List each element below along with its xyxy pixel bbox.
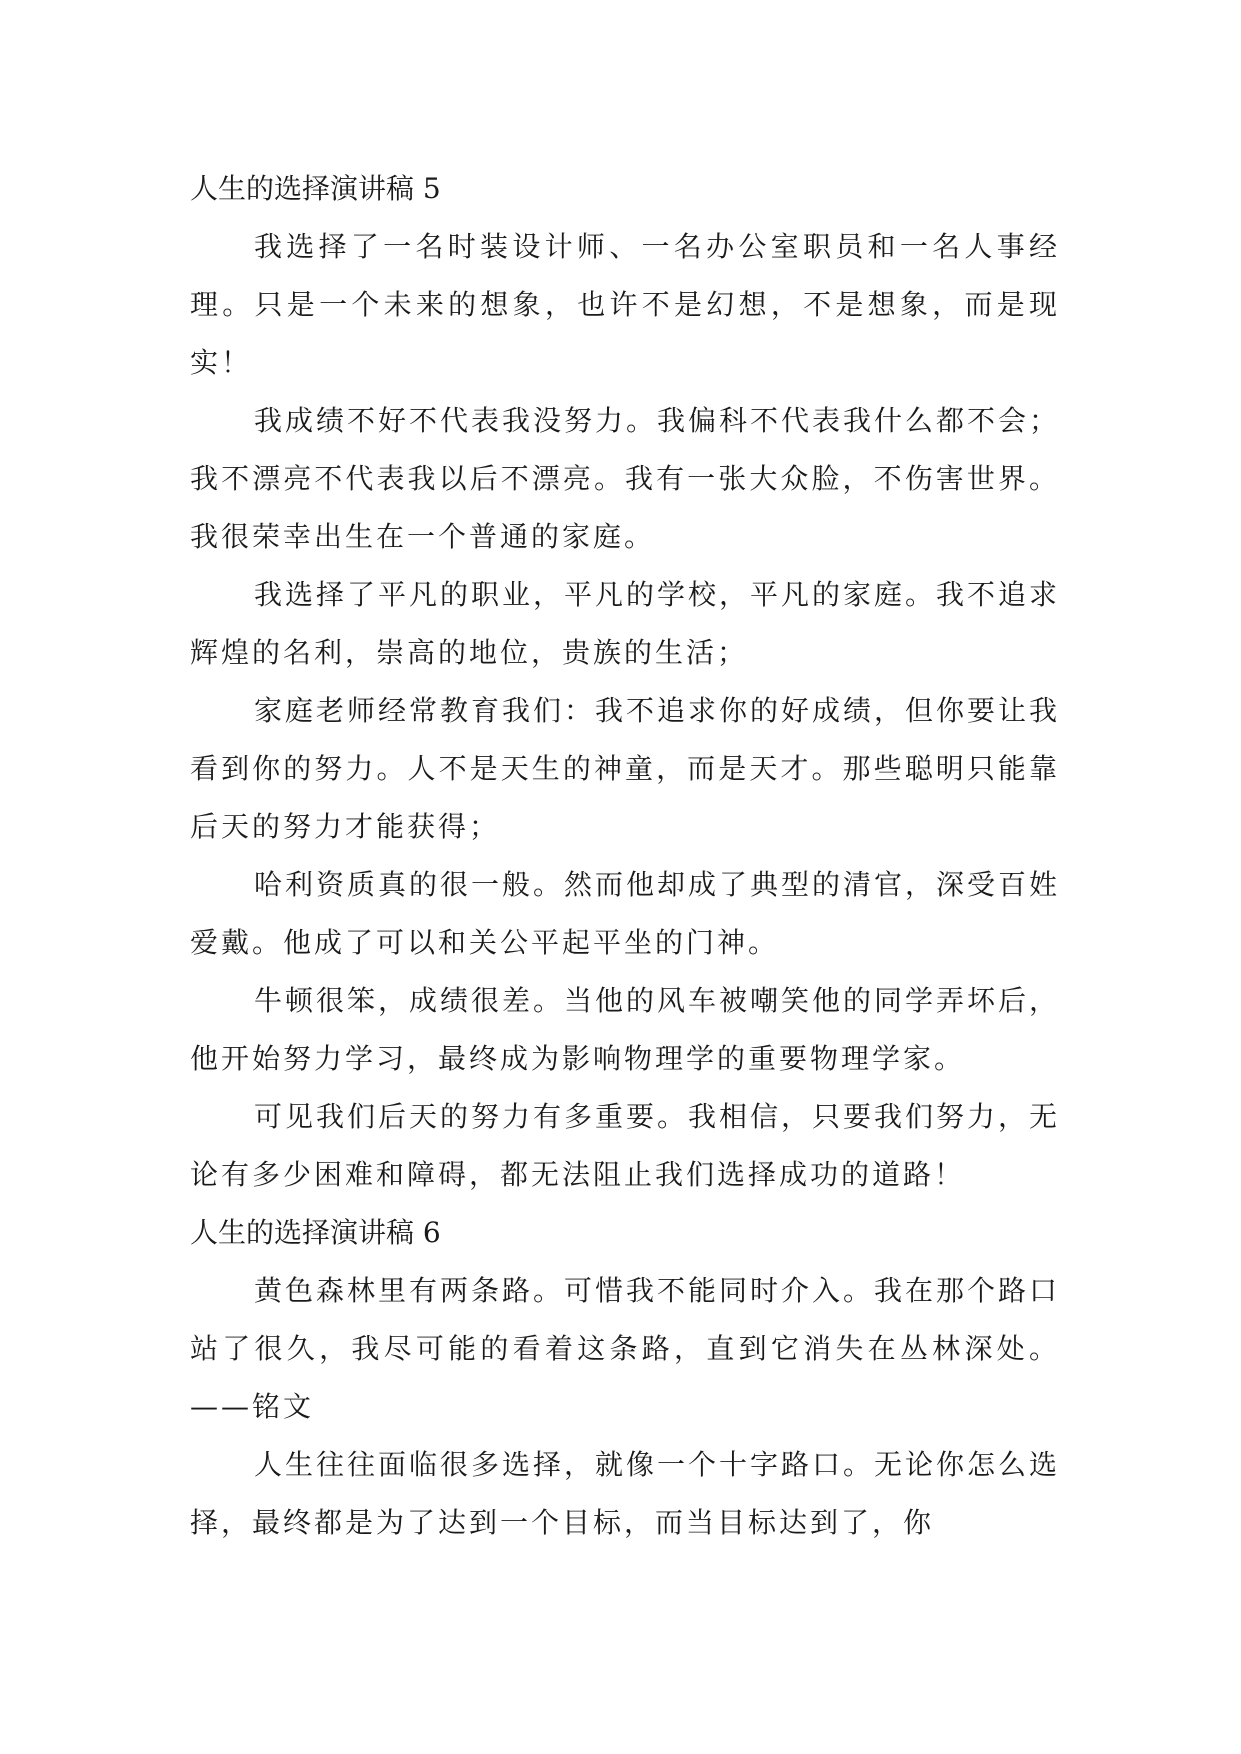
paragraph: 哈利资质真的很一般。然而他却成了典型的清官，深受百姓爱戴。他成了可以和关公平起平坐的门神。 bbox=[190, 868, 1061, 959]
paragraph: 牛顿很笨，成绩很差。当他的风车被嘲笑他的同学弄坏后，他开始努力学习，最终成为影响物理学的重要物理学家。 bbox=[190, 984, 1061, 1075]
paragraph: 家庭老师经常教育我们：我不追求你的好成绩，但你要让我看到你的努力。人不是天生的神童，而是天才。那些聪明只能靠后天的努力才能获得； bbox=[190, 694, 1061, 843]
document-body bbox=[190, 160, 1060, 1552]
paragraph: 黄色森林里有两条路。可惜我不能同时介入。我在那个路口站了很久，我尽可能的看着这条路，直到它消失在丛林深处。——铭文 bbox=[190, 1274, 1061, 1423]
paragraph: 我选择了平凡的职业，平凡的学校，平凡的家庭。我不追求辉煌的名利，崇高的地位，贵族的生活； bbox=[190, 578, 1061, 669]
paragraph: 我选择了一名时装设计师、一名办公室职员和一名人事经理。只是一个未来的想象，也许不是幻想，不是想象，而是现实！ bbox=[190, 230, 1060, 379]
paragraph: 人生往往面临很多选择，就像一个十字路口。无论你怎么选择，最终都是为了达到一个目标，而当目标达到了，你 bbox=[190, 1448, 1061, 1539]
section-title-5: 人生的选择演讲稿 5 bbox=[190, 172, 441, 205]
section-title-6: 人生的选择演讲稿 6 bbox=[190, 1216, 441, 1249]
paragraph: 我成绩不好不代表我没努力。我偏科不代表我什么都不会；我不漂亮不代表我以后不漂亮。我有一张大众脸，不伤害世界。我很荣幸出生在一个普通的家庭。 bbox=[190, 404, 1061, 553]
paragraph: 可见我们后天的努力有多重要。我相信，只要我们努力，无论有多少困难和障碍，都无法阻止我们选择成功的道路！ bbox=[190, 1100, 1061, 1191]
